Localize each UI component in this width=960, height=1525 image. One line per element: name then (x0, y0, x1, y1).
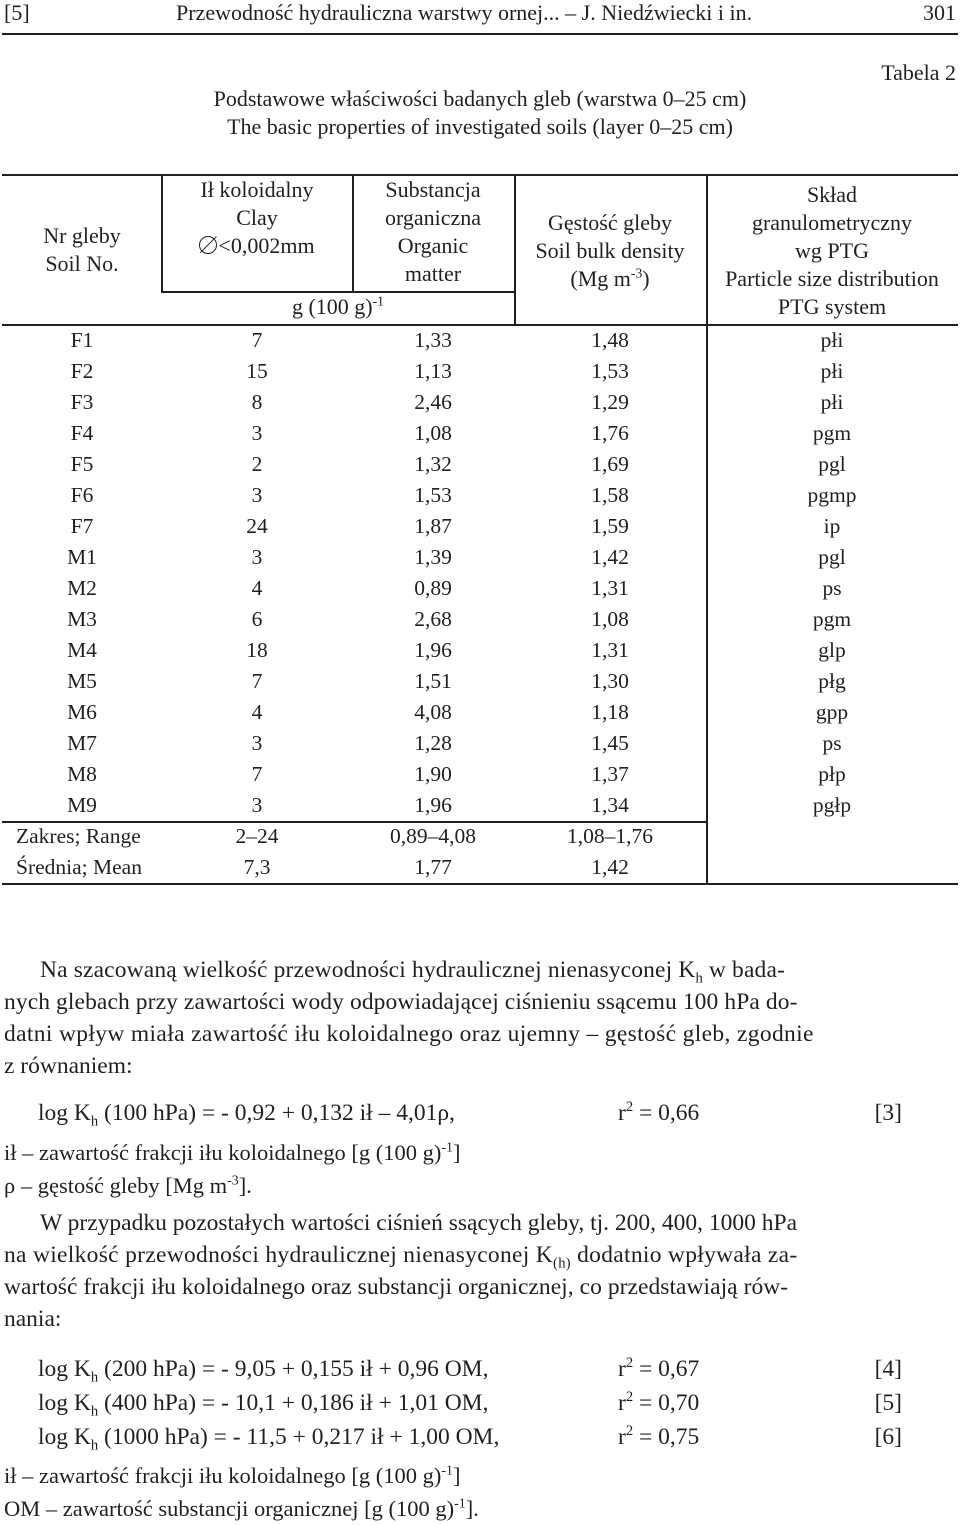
cell-soil-no: M3 (67, 607, 97, 631)
cell-particle-size: ps (822, 731, 842, 755)
cell-organic-matter: 1,28 (414, 731, 452, 755)
cell-particle-size: pgl (818, 452, 846, 476)
cell-particle-size: płg (818, 669, 846, 693)
cell-soil-no: M9 (67, 793, 97, 817)
cell-bulk-density: 1,31 (591, 576, 629, 600)
cell-soil-no: M1 (67, 545, 97, 569)
cell-clay: 3 (251, 545, 263, 569)
cell-clay: 18 (246, 638, 268, 662)
cell-clay: 4 (251, 576, 263, 600)
equation-5-lhs: $\log K_h$ (400 hPa) = - 10,1 + 0,186 ił + 1,01 OM, (38, 1390, 489, 1420)
cell-soil-no: F7 (70, 514, 94, 538)
cell-bulk-density: 1,45 (591, 731, 629, 755)
cell-particle-size: płp (818, 762, 846, 786)
cell-soil-no: F3 (70, 390, 94, 414)
cell-bulk-density: 1,48 (591, 328, 629, 352)
header-organic: Substancja organiczna Organic matter (384, 177, 482, 286)
cell-organic-matter: 2,68 (414, 607, 452, 631)
cell-bulk-density: 1,08 (591, 607, 629, 631)
page-number: 301 (923, 0, 956, 25)
cell-clay: 7 (251, 669, 263, 693)
cell-soil-no: F1 (70, 328, 94, 352)
cell-organic-matter: 1,39 (414, 545, 452, 569)
summary-om: 1,77 (414, 855, 452, 879)
cell-soil-no: F6 (70, 483, 94, 507)
cell-bulk-density: 1,34 (591, 793, 629, 817)
definitions-1: ił – zawartość frakcji iłu koloidalnego [g (100 g)$^{-1}$] ρ – gęstość gleby [Mg $m^{-3}$]. (4, 1140, 461, 1198)
cell-organic-matter: 1,96 (414, 793, 452, 817)
cell-soil-no: M8 (67, 762, 97, 786)
cell-clay: 2 (251, 452, 263, 476)
equation-3: $\log K_h$ (100 hPa) = - 0,92 + 0,132 ił – 4,01ρ, (38, 1100, 455, 1130)
header-rule (2, 33, 958, 35)
summary-bd: 1,42 (591, 855, 629, 879)
cell-organic-matter: 1,87 (414, 514, 452, 538)
cell-clay: 3 (251, 731, 263, 755)
header-psd: Skład granulometryczny wg PTG Particle size distribution PTG system (725, 182, 939, 319)
summary-label: Średnia; Mean (16, 855, 142, 879)
cell-clay: 24 (246, 514, 268, 538)
cell-bulk-density: 1,69 (591, 452, 629, 476)
header-clay: Ił koloidalny Clay <0,002mm (200, 177, 315, 258)
cell-soil-no: F2 (70, 359, 94, 383)
cell-organic-matter: 1,13 (414, 359, 452, 383)
cell-particle-size: płi (820, 328, 844, 352)
header-soil-no: Nr gleby Soil No. (43, 223, 121, 276)
cell-clay: 3 (251, 421, 263, 445)
header-unit: g (100 g)$^{-1}$ (291, 293, 384, 319)
cell-soil-no: M4 (67, 638, 97, 662)
cell-particle-size: płi (820, 390, 844, 414)
diameter-icon (199, 236, 217, 254)
cell-bulk-density: 1,42 (591, 545, 629, 569)
summary-bd: 1,08–1,76 (567, 824, 653, 848)
cell-soil-no: M6 (67, 700, 97, 724)
cell-clay: 6 (251, 607, 263, 631)
cell-organic-matter: 1,51 (414, 669, 452, 693)
cell-clay: 7 (251, 328, 263, 352)
cell-particle-size: ps (822, 576, 842, 600)
cell-particle-size: ip (823, 514, 841, 538)
definitions-2: ił – zawartość frakcji iłu koloidalnego [g (100 g)$^{-1}$] OM – zawartość substancji organicznej [g (100 g)$^{-1}$]. (4, 1463, 479, 1521)
paragraph-1: Na szacowaną wielkość przewodności hydraulicznej nienasyconej $K_h$ w bada- nych glebach przy zawartości wody odpowiadającej ciśnieniu ssącemu 100 hPa do- datni wpływ miała zawartość iłu koloidalnego oraz ujemny – gęstość gleb, zgodnie z równaniem: (4, 957, 814, 1079)
table-body-rule (2, 821, 706, 823)
cell-bulk-density: 1,29 (591, 390, 629, 414)
cell-organic-matter: 1,08 (414, 421, 452, 445)
cell-particle-size: pgm (812, 421, 852, 445)
cell-bulk-density: 1,58 (591, 483, 629, 507)
table-label: Tabela 2 (881, 60, 956, 85)
cell-soil-no: M2 (67, 576, 97, 600)
equation-5-number: [5] (874, 1390, 902, 1416)
running-header-ref: [5] (4, 0, 30, 25)
cell-clay: 3 (251, 793, 263, 817)
cell-organic-matter: 4,08 (414, 700, 452, 724)
cell-bulk-density: 1,37 (591, 762, 629, 786)
cell-clay: 7 (251, 762, 263, 786)
cell-organic-matter: 1,33 (414, 328, 452, 352)
cell-bulk-density: 1,18 (591, 700, 629, 724)
cell-particle-size: gpp (815, 700, 849, 724)
cell-organic-matter: 0,89 (414, 576, 452, 600)
cell-organic-matter: 1,90 (414, 762, 452, 786)
cell-bulk-density: 1,31 (591, 638, 629, 662)
cell-bulk-density: 1,59 (591, 514, 629, 538)
equation-6-number: [6] (874, 1424, 902, 1450)
equation-4-lhs: $\log K_h$ (200 hPa) = - 9,05 + 0,155 ił + 0,96 OM, (38, 1356, 489, 1386)
table-bottom-rule (2, 883, 958, 885)
cell-soil-no: F5 (70, 452, 94, 476)
cell-organic-matter: 1,53 (414, 483, 452, 507)
cell-organic-matter: 1,32 (414, 452, 452, 476)
summary-label: Zakres; Range (16, 824, 141, 848)
equation-3-number: [3] (874, 1100, 902, 1126)
cell-particle-size: glp (818, 638, 846, 662)
cell-organic-matter: 2,46 (414, 390, 452, 414)
cell-clay: 4 (251, 700, 263, 724)
cell-organic-matter: 1,96 (414, 638, 452, 662)
summary-clay: 7,3 (243, 855, 271, 879)
equation-4-r2: $r^2 = 0,67$ (618, 1355, 700, 1382)
cell-bulk-density: 1,76 (591, 421, 629, 445)
cell-clay: 15 (246, 359, 268, 383)
cell-particle-size: pgłp (812, 793, 852, 817)
equation-6-lhs: $\log K_h$ (1000 hPa) = - 11,5 + 0,217 ił + 1,00 OM, (38, 1424, 500, 1454)
cell-particle-size: płi (820, 359, 844, 383)
cell-soil-no: F4 (70, 421, 94, 445)
header-density: Gęstość gleby Soil bulk density (Mg $m^{-3}$) (535, 210, 685, 291)
cell-particle-size: pgm (812, 607, 852, 631)
table-header-rule (2, 324, 958, 326)
cell-clay: 8 (251, 390, 263, 414)
equation-4-number: [4] (874, 1356, 902, 1382)
equation-5-r2: $r^2 = 0,70$ (618, 1389, 700, 1416)
summary-om: 0,89–4,08 (390, 824, 476, 848)
paragraph-2: W przypadku pozostałych wartości ciśnień ssących gleby, tj. 200, 400, 1000 hPa na wielkość przewodności hydraulicznej nienasyconej $K_{(h)}$ dodatnio wpływała za- wartość frakcji iłu koloidalnego oraz substancji organicznej, co przedstawiają rów- nania: (4, 1210, 798, 1332)
cell-soil-no: M5 (67, 669, 97, 693)
summary-clay: 2–24 (235, 824, 279, 848)
cell-clay: 3 (251, 483, 263, 507)
equation-3-r2: $r^2 = 0,66$ (618, 1099, 700, 1126)
cell-bulk-density: 1,30 (591, 669, 629, 693)
table-caption-pl: Podstawowe właściwości badanych gleb (warstwa 0–25 cm) (213, 86, 747, 111)
running-header-title: Przewodność hydrauliczna warstwy ornej... – J. Niedźwiecki i in. (176, 0, 753, 25)
cell-particle-size: pgl (818, 545, 846, 569)
cell-bulk-density: 1,53 (591, 359, 629, 383)
cell-soil-no: M7 (67, 731, 97, 755)
cell-particle-size: pgmp (807, 483, 857, 507)
equation-6-r2: $r^2 = 0,75$ (618, 1423, 700, 1450)
table-caption-en: The basic properties of investigated soils (layer 0–25 cm) (227, 114, 733, 139)
